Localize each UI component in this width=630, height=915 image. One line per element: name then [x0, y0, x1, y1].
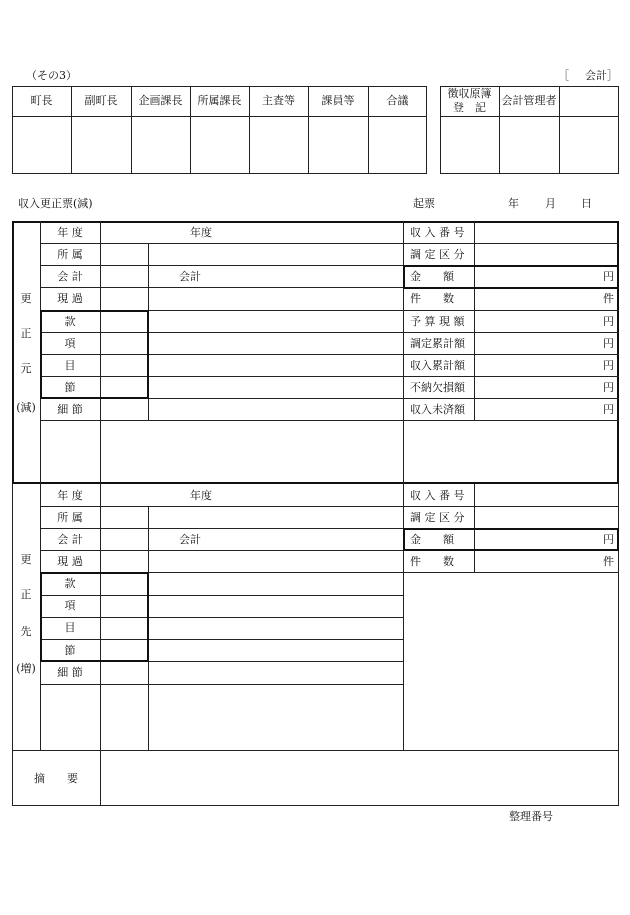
to-unit-kingaku: 円 — [603, 533, 614, 546]
from-side-3: 元 — [20, 362, 32, 375]
to-unit-kensu: 件 — [603, 555, 614, 568]
to-nendo-text: 年度 — [190, 489, 212, 502]
summary-label: 摘 要 — [34, 772, 78, 785]
day-label: 日 — [581, 197, 592, 210]
to-side-1: 更 — [20, 553, 32, 566]
from-r-shunyu-ruikei: 収入累計額 — [410, 359, 465, 372]
from-side-4: (減) — [16, 401, 36, 414]
to-row-nendo: 年 度 — [57, 489, 83, 502]
to-r-chotei-kubun: 調 定 区 分 — [410, 511, 465, 524]
from-side-1: 更 — [20, 292, 32, 305]
account-bracket-open: ［ — [558, 69, 569, 82]
approval-shozoku: 所属課長 — [197, 94, 242, 107]
from-r-yosan: 予 算 現 額 — [410, 315, 465, 328]
form-title: 収入更正票(減) — [18, 197, 93, 210]
to-side-4: (増) — [16, 662, 36, 675]
seiri-bango-label: 整理番号 — [509, 810, 553, 823]
from-r-kingaku: 金 額 — [410, 270, 454, 283]
approval-shusa: 主査等 — [262, 94, 295, 107]
from-r-kensu: 件 数 — [410, 292, 454, 305]
from-row-kou: 項 — [64, 337, 76, 350]
from-r-misai: 収入未済額 — [410, 403, 465, 416]
from-row-genka: 現 過 — [57, 292, 83, 305]
from-unit-funou: 円 — [603, 381, 614, 394]
approval-cho: 町長 — [30, 94, 53, 107]
to-row-genka: 現 過 — [57, 555, 83, 568]
from-r-chotei-kubun: 調 定 区 分 — [410, 248, 465, 261]
from-row-kan: 款 — [64, 315, 76, 328]
to-row-shozoku: 所 属 — [57, 511, 83, 524]
to-row-kaikei: 会 計 — [57, 533, 83, 546]
kihyo-label: 起票 — [413, 197, 435, 210]
approval-kaikei-kanri: 会計管理者 — [501, 94, 557, 107]
approval-kikaku: 企画課長 — [138, 94, 183, 107]
from-nendo-text: 年度 — [190, 226, 212, 239]
from-unit-yosan: 円 — [603, 315, 614, 328]
account-bracket-label: 会計］ — [585, 69, 618, 82]
page-label: （その3） — [26, 69, 77, 82]
approval-kain: 課員等 — [321, 94, 355, 107]
to-row-kan: 款 — [64, 577, 76, 590]
from-r-shunyu-bango: 収 入 番 号 — [410, 226, 465, 239]
to-side-3: 先 — [20, 625, 32, 638]
approval-fukucho: 副町長 — [84, 94, 118, 107]
from-row-shozoku: 所 属 — [57, 248, 83, 261]
year-label: 年 — [508, 197, 519, 210]
to-row-setsu: 節 — [64, 644, 76, 657]
from-unit-kingaku: 円 — [603, 270, 614, 283]
from-row-nendo: 年 度 — [57, 226, 83, 239]
to-kaikei-text: 会計 — [179, 533, 201, 546]
from-row-kaikei: 会 計 — [57, 270, 83, 283]
from-unit-shunyu-ruikei: 円 — [603, 359, 614, 372]
approval-gogi: 合議 — [386, 94, 409, 107]
to-row-moku: 目 — [64, 621, 76, 634]
from-row-saisetsu: 細 節 — [57, 403, 83, 416]
summary-field[interactable] — [101, 751, 618, 805]
from-row-moku: 目 — [64, 359, 76, 372]
to-r-shunyu-bango: 収 入 番 号 — [410, 489, 465, 502]
from-unit-chotei-ruikei: 円 — [603, 337, 614, 350]
to-row-saisetsu: 細 節 — [57, 666, 83, 679]
to-row-kou: 項 — [64, 599, 76, 612]
to-r-kingaku: 金 額 — [410, 533, 454, 546]
from-r-chotei-ruikei: 調定累計額 — [410, 337, 465, 350]
approval-choshu-2: 登 記 — [453, 101, 486, 114]
to-side-2: 正 — [20, 588, 32, 601]
month-label: 月 — [545, 197, 556, 210]
from-r-funou: 不納欠損額 — [410, 381, 465, 394]
approval-choshu-1: 徴収原簿 — [447, 87, 492, 100]
to-r-kensu: 件 数 — [410, 555, 454, 568]
from-kaikei-text: 会計 — [179, 270, 201, 283]
from-row-setsu: 節 — [64, 381, 76, 394]
from-unit-misai: 円 — [603, 403, 614, 416]
from-side-2: 正 — [20, 327, 32, 340]
from-unit-kensu: 件 — [603, 292, 614, 305]
